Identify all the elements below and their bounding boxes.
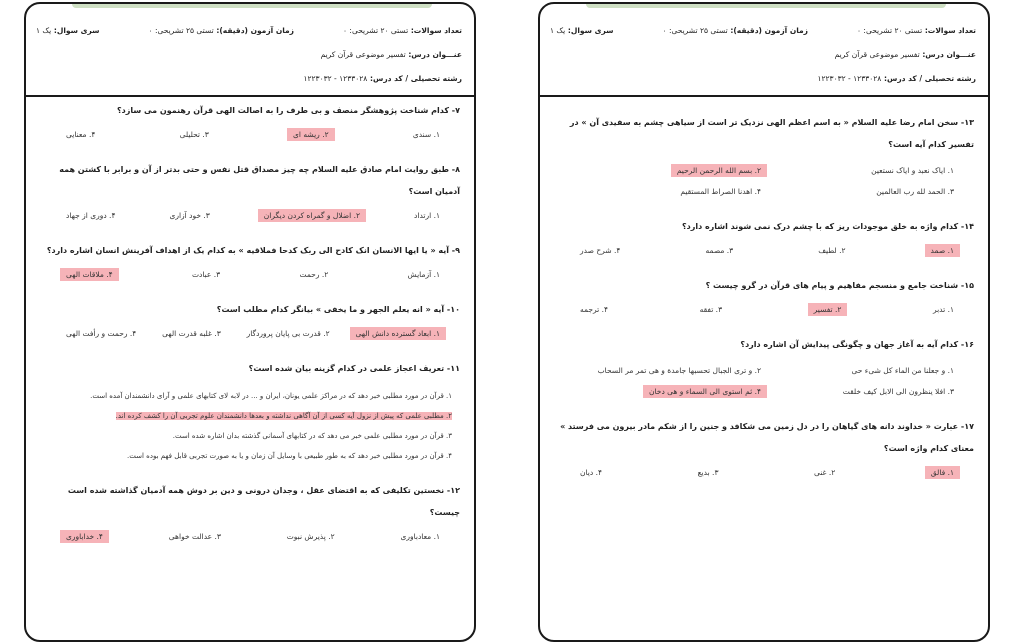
options-15 bbox=[574, 303, 960, 316]
option[interactable]: ۲. لطیف bbox=[818, 246, 846, 255]
option-highlighted[interactable]: ۴. ملاقات الهی bbox=[60, 268, 119, 281]
option[interactable]: ۴. دوری از جهاد bbox=[66, 211, 116, 220]
options-8 bbox=[60, 209, 446, 222]
question-11: ۱۱- تعریف اعجاز علمی در کدام گزینه بیان شده است؟ bbox=[248, 364, 460, 373]
option[interactable]: ۴. رحمت و رأفت الهی bbox=[66, 329, 137, 338]
options-12 bbox=[60, 530, 446, 543]
option-highlighted[interactable]: ۱. ابعاد گسترده دانش الهی bbox=[350, 327, 446, 340]
option[interactable]: ۳. تحلیلی bbox=[179, 130, 209, 139]
course-title: عنـــوان درس: تفسیر موضوعی قرآن کریم bbox=[834, 50, 976, 59]
option-highlighted[interactable]: ۲. بسم الله الرحمن الرحیم bbox=[671, 164, 767, 177]
question-count: تعداد سوالات: تستی ۲۰ تشریحی: ۰ bbox=[343, 26, 462, 35]
questions-list bbox=[40, 100, 460, 640]
question-16: ۱۶- کدام آیه به آغاز جهان و چگونگی پیدایش آن اشاره دارد؟ bbox=[740, 340, 974, 349]
question-9: ۹- آیه « یا ایها الانسان انک کادح الی ربک کدحا فملاقیه » به کدام یک از اهداف آفرینش انسان اشاره دارد؟ bbox=[46, 246, 460, 255]
option[interactable]: ۱. قرآن در مورد مطلبی خبر دهد که در مراکز علمی یونان، ایران و ... در لابه لای کتابهای علمی و آرای دانشمندان آمده است. bbox=[90, 392, 452, 400]
question-8: ۸- طبق روایت امام صادق علیه السلام چه چیز مصداق قتل نفس و حتی بدتر از آن و برابر با کشتن همه آدمیان است؟ bbox=[59, 165, 460, 196]
course-code: رشته تحصیلی / کد درس: ۱۲۳۳۰۲۸ - ۱۲۲۳۰۳۲ bbox=[303, 74, 462, 83]
option[interactable]: ۴. شرح صدر bbox=[580, 246, 621, 255]
option-highlighted[interactable]: ۲. اضلال و گمراه کردن دیگران bbox=[258, 209, 366, 222]
option[interactable]: ۴. ترجمه bbox=[580, 305, 609, 314]
option[interactable]: ۲. رحمت bbox=[299, 270, 329, 279]
option[interactable]: ۱. ارتداد bbox=[414, 211, 440, 220]
exam-time: زمان آزمون (دقیقه): تستی ۲۵ تشریحی: ۰ bbox=[148, 26, 295, 35]
question-12: ۱۲- نخستین تکلیفی که به اقتضای عقل ، وجدان درونی و دین بر دوش همه آدمیان گذاشته شده است چیست؟ bbox=[67, 486, 460, 517]
exam-page-left bbox=[24, 2, 476, 642]
question-series: سری سوال: یک ۱ bbox=[36, 26, 100, 35]
option[interactable]: ۳. غلبه قدرت الهی bbox=[162, 329, 221, 338]
option[interactable]: ۳. الحمد لله رب العالمین bbox=[876, 187, 954, 196]
option[interactable]: ۱. ایاک نعبد و ایاک نستعین bbox=[871, 166, 954, 175]
header-divider bbox=[540, 95, 988, 97]
questions-list bbox=[554, 112, 974, 640]
exam-header bbox=[540, 4, 988, 96]
option[interactable]: ۳. مصمه bbox=[705, 246, 734, 255]
options-9 bbox=[60, 268, 446, 281]
option[interactable]: ۳. قرآن در مورد مطلبی علمی خبر می دهد که در کتابهای آسمانی گذشته بدان اشاره شده است. bbox=[172, 432, 452, 440]
course-title: عنـــوان درس: تفسیر موضوعی قرآن کریم bbox=[320, 50, 462, 59]
option[interactable]: ۱. تدبر bbox=[932, 305, 954, 314]
option[interactable]: ۱. آزمایش bbox=[407, 270, 440, 279]
option[interactable]: ۲. و تری الجبال تحسبها جامدة و هی تمر مر السحاب bbox=[597, 366, 761, 375]
option[interactable]: ۲. غنی bbox=[814, 468, 836, 477]
options-10 bbox=[60, 327, 446, 340]
options-13 bbox=[574, 164, 960, 198]
option-highlighted[interactable]: ۱. صمد bbox=[925, 244, 960, 257]
question-10: ۱۰- آیه « انه یعلم الجهر و ما یخفی » بیانگر کدام مطلب است؟ bbox=[216, 305, 460, 314]
option[interactable]: ۴. دیان bbox=[580, 468, 603, 477]
question-14: ۱۴- کدام واژه به خلق موجودات ریز که با چشم درک نمی شوند اشاره دارد؟ bbox=[681, 222, 974, 231]
options-17 bbox=[574, 466, 960, 479]
option-highlighted[interactable]: ۴. خداباوری bbox=[60, 530, 109, 543]
option[interactable]: ۳. عبادت bbox=[191, 270, 221, 279]
course-code: رشته تحصیلی / کد درس: ۱۲۳۳۰۲۸ - ۱۲۲۳۰۳۲ bbox=[817, 74, 976, 83]
option-highlighted[interactable]: ۲. ریشه ای bbox=[287, 128, 335, 141]
options-11 bbox=[46, 386, 454, 466]
option[interactable]: ۳. خود آزاری bbox=[169, 211, 210, 220]
question-13: ۱۳- سخن امام رضا علیه السلام « به اسم اعظم الهی نزدیک تر است از سیاهی چشم به سفیدی آن » در تفسیر کدام آیه است؟ bbox=[569, 118, 974, 149]
option[interactable]: ۲. پذیرش نبوت bbox=[286, 532, 335, 541]
option[interactable]: ۴. اهدنا الصراط المستقیم bbox=[680, 187, 761, 196]
exam-header bbox=[26, 4, 474, 96]
option[interactable]: ۳. عدالت خواهی bbox=[168, 532, 221, 541]
option[interactable]: ۱. سندی bbox=[412, 130, 440, 139]
question-17: ۱۷- عبارت « خداوند دانه های گیاهان را در دل زمین می شکافد و جنین را از شکم مادر بیرون می فرستد » معنای کدام واژه است؟ bbox=[560, 422, 974, 453]
options-16 bbox=[574, 364, 960, 398]
option[interactable]: ۱. و جعلنا من الماء کل شیء حی bbox=[851, 366, 954, 375]
exam-time: زمان آزمون (دقیقه): تستی ۲۵ تشریحی: ۰ bbox=[662, 26, 809, 35]
option[interactable]: ۳. افلا ینظرون الی الابل کیف خلقت bbox=[842, 387, 954, 396]
header-divider bbox=[26, 95, 474, 97]
options-14 bbox=[574, 244, 960, 257]
option-highlighted[interactable]: ۲. تفسیر bbox=[808, 303, 848, 316]
option-highlighted[interactable]: ۴. ثم استوی الی السماء و هی دخان bbox=[643, 385, 767, 398]
option[interactable]: ۳. بدیع bbox=[697, 468, 719, 477]
option[interactable]: ۱. معادباوری bbox=[400, 532, 440, 541]
exam-page-right bbox=[538, 2, 990, 642]
question-series: سری سوال: یک ۱ bbox=[550, 26, 614, 35]
option[interactable]: ۲. قدرت بی پایان پروردگار bbox=[246, 329, 330, 338]
option[interactable]: ۴. معنایی bbox=[66, 130, 96, 139]
option-highlighted[interactable]: ۲. مطلبی علمی که پیش از نزول آیه کسی از آن آگاهی نداشته و بعدها دانشمندان علوم تجربی آن را کشف کرده اند. bbox=[115, 412, 452, 420]
option-highlighted[interactable]: ۱. فالق bbox=[925, 466, 960, 479]
option[interactable]: ۳. تفقه bbox=[699, 305, 723, 314]
question-7: ۷- کدام شناخت پژوهشگر منصف و بی طرف را به اصالت الهی قرآن رهنمون می سازد؟ bbox=[117, 106, 460, 115]
option[interactable]: ۴. قرآن در مورد مطلبی خبر دهد که به طور طبیعی با وسایل آن زمان و یا به صورت تجربی قابل فهم بوده است. bbox=[127, 452, 452, 460]
question-count: تعداد سوالات: تستی ۲۰ تشریحی: ۰ bbox=[857, 26, 976, 35]
options-7 bbox=[60, 128, 446, 141]
question-15: ۱۵- شناخت جامع و منسجم مفاهیم و پیام های قرآن در گرو چیست ؟ bbox=[705, 281, 974, 290]
